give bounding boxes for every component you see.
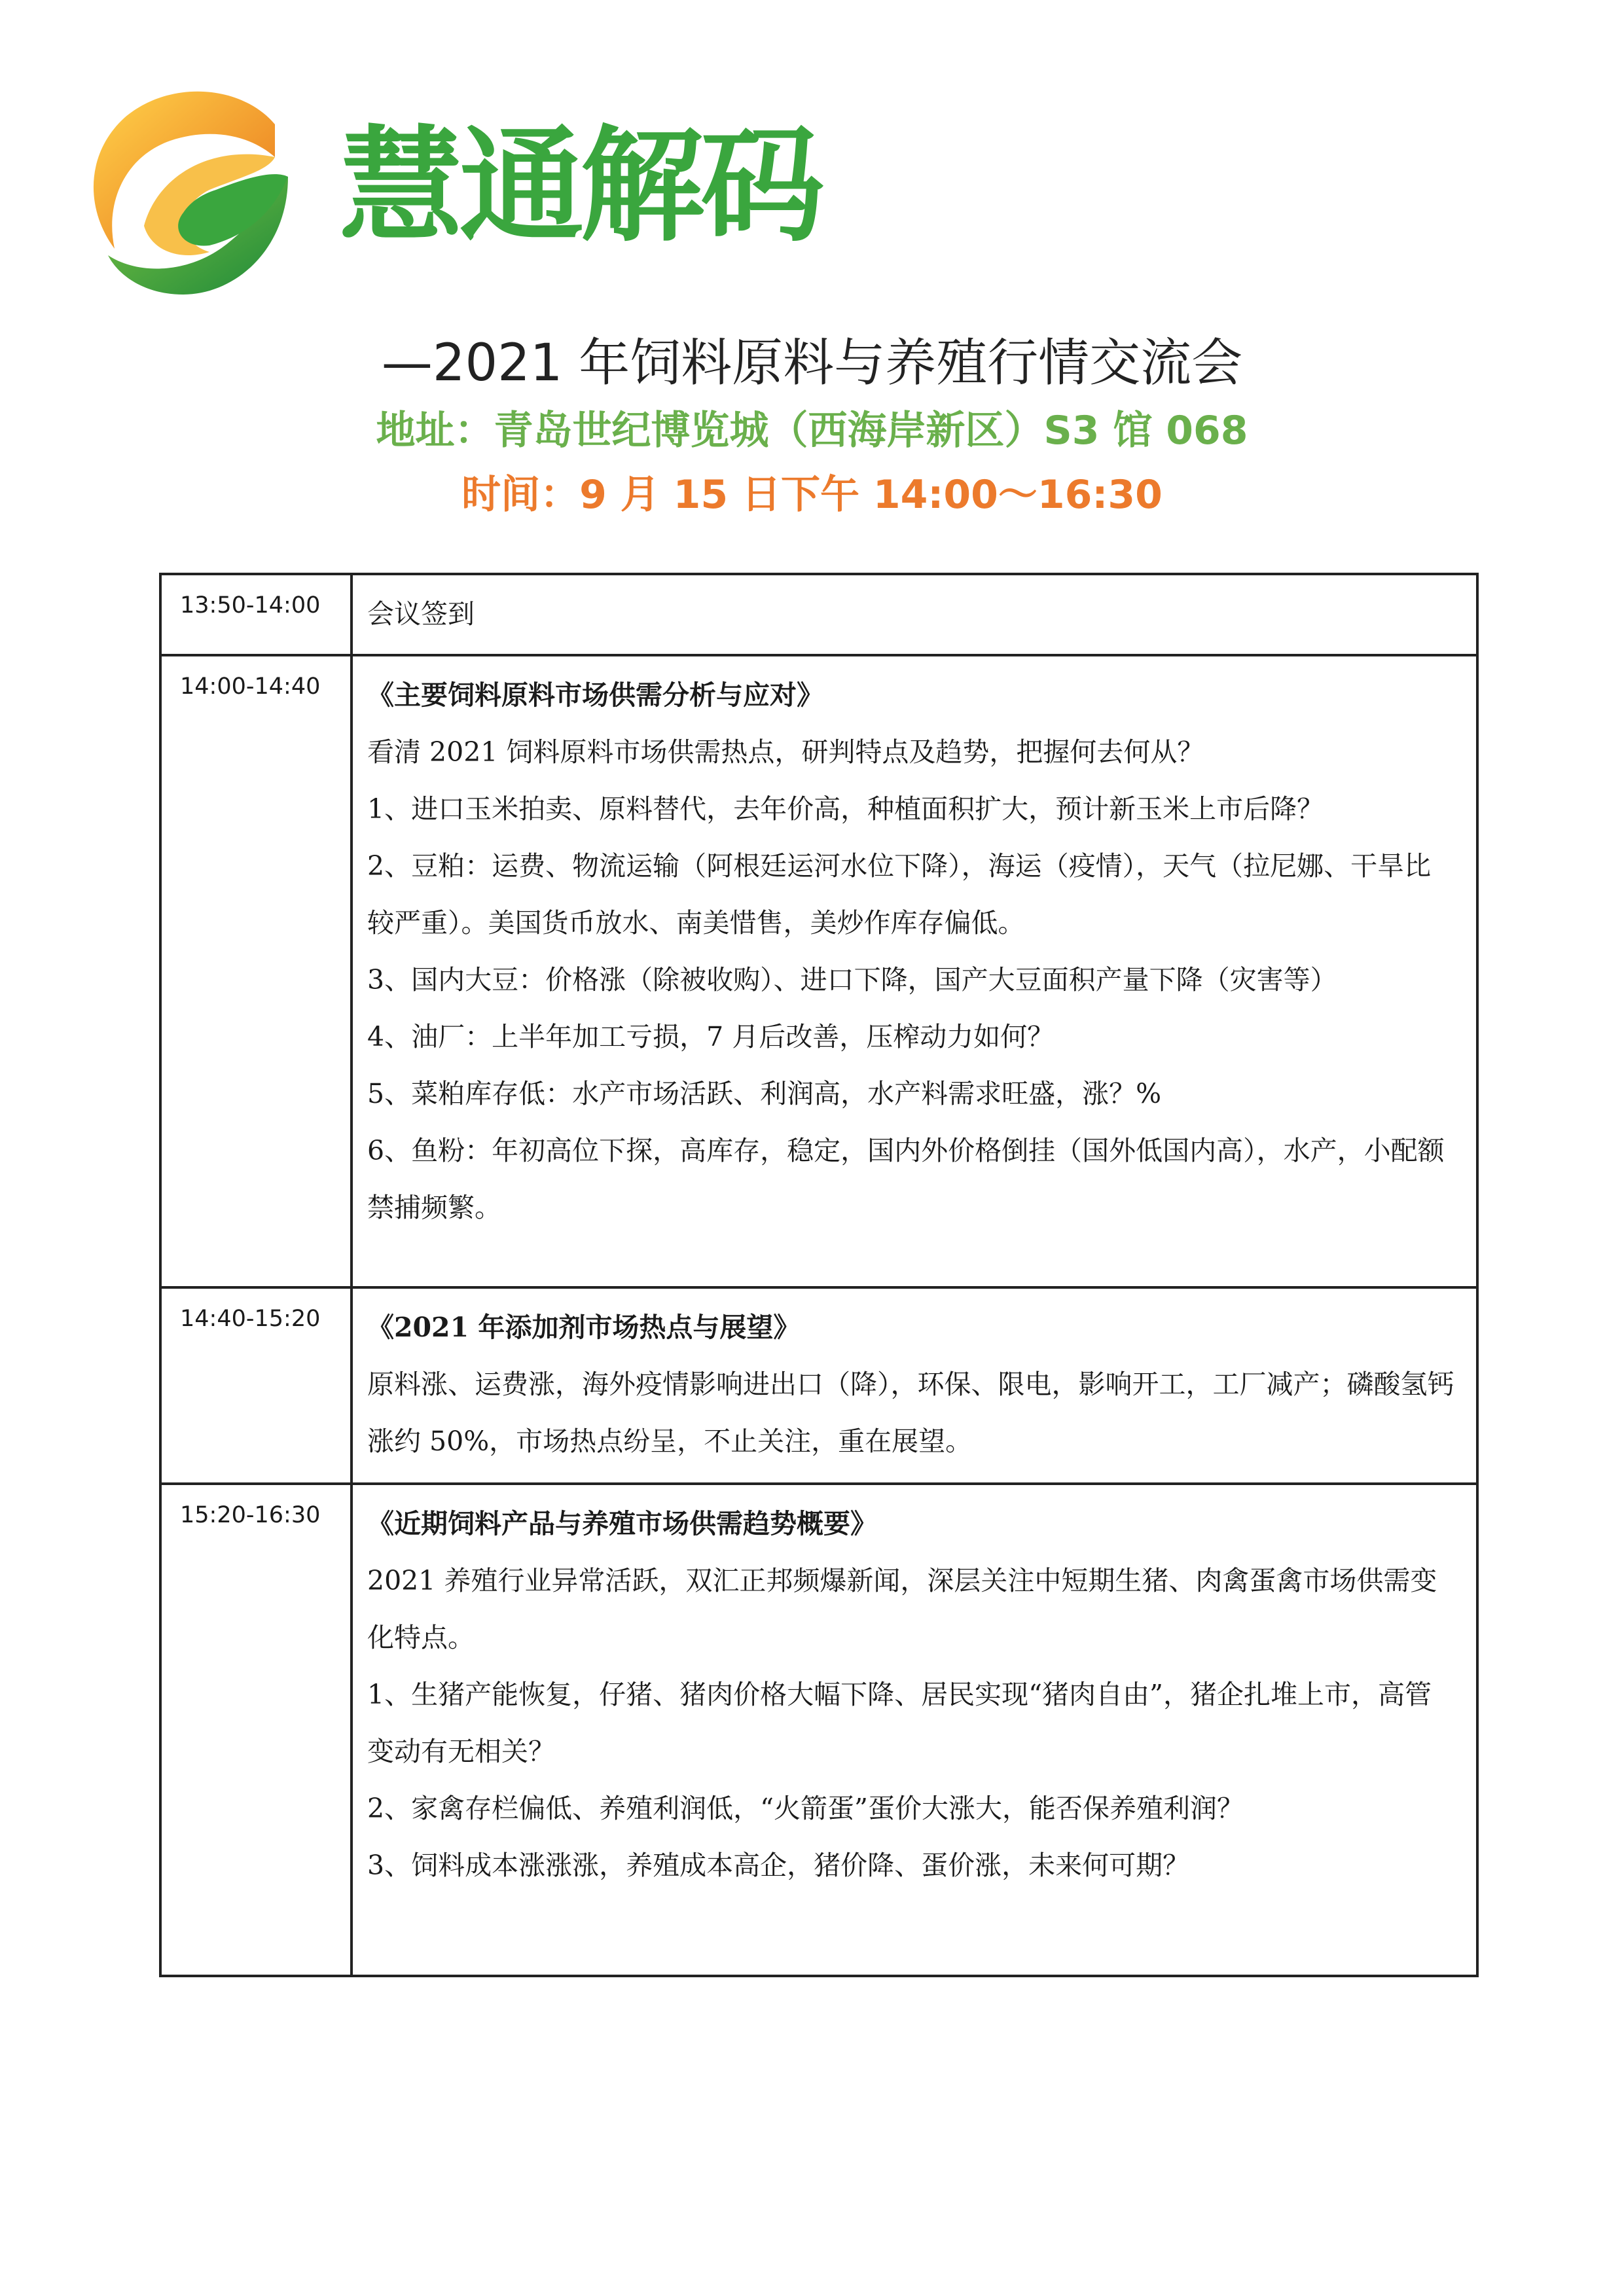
agenda-content [352, 1484, 1477, 1976]
logo-text: 慧通解码 [339, 114, 821, 259]
agenda-line: 会议签到 [367, 598, 475, 630]
agenda-table [159, 573, 1479, 1977]
time-slot: 15:20-16:30 [160, 1484, 352, 1976]
section-title: 《主要饲料原料市场供需分析与应对》 [367, 679, 823, 711]
agenda-content [352, 574, 1477, 655]
section-title: 《近期饲料产品与养殖市场供需趋势概要》 [367, 1508, 877, 1539]
time-slot: 14:40-15:20 [160, 1287, 352, 1484]
page-title: —2021 年饲料原料与养殖行情交流会 [381, 334, 1243, 393]
table-row [160, 574, 1477, 655]
agenda-line: 3、国内大豆：价格涨（除被收购）、进口下降，国产大豆面积产量下降（灾害等） [367, 964, 1337, 996]
address: 地址：青岛世纪博览城（西海岸新区）S3 馆 068 [376, 408, 1248, 454]
agenda-line: 6、鱼粉：年初高位下探，高库存，稳定，国内外价格倒挂（国外低国内高），水产，小配额禁捕频繁。 [367, 1135, 1445, 1223]
logo [79, 79, 821, 314]
header [0, 327, 1624, 528]
table-row [160, 1287, 1477, 1484]
time-slot: 13:50-14:00 [160, 574, 352, 655]
leaf-logo-icon [79, 79, 301, 301]
agenda-line: 1、生猪产能恢复，仔猪、猪肉价格大幅下降、居民实现“猪肉自由”，猪企扎堆上市，高管变动有无相关？ [367, 1679, 1432, 1767]
agenda-line: 4、油厂：上半年加工亏损，7 月后改善，压榨动力如何？ [367, 1021, 1055, 1052]
agenda-line: 2、豆粕：运费、物流运输（阿根廷运河水位下降），海运（疫情），天气（拉尼娜、干旱比较严重）。美国货币放水、南美惜售，美炒作库存偏低。 [367, 850, 1432, 939]
time-slot: 14:00-14:40 [160, 655, 352, 1287]
agenda-line: 5、菜粕库存低：水产市场活跃、利润高，水产料需求旺盛，涨？% [367, 1078, 1162, 1109]
table-row [160, 1484, 1477, 1976]
agenda-line: 原料涨、运费涨，海外疫情影响进出口（降），环保、限电，影响开工，工厂减产；磷酸氢钙涨约 50%，市场热点纷呈，不止关注，重在展望。 [367, 1369, 1454, 1457]
agenda-line: 2021 养殖行业异常活跃，双汇正邦频爆新闻，深层关注中短期生猪、肉禽蛋禽市场供需变化特点。 [367, 1565, 1437, 1653]
table-row [160, 655, 1477, 1287]
agenda-content [352, 655, 1477, 1287]
agenda-line: 2、家禽存栏偏低、养殖利润低，“火箭蛋”蛋价大涨大，能否保养殖利润？ [367, 1793, 1244, 1824]
event-time: 时间：9 月 15 日下午 14:00～16:30 [461, 472, 1163, 518]
agenda-line: 看清 2021 饲料原料市场供需热点，研判特点及趋势，把握何去何从？ [367, 736, 1204, 768]
agenda-line: 3、饲料成本涨涨涨，养殖成本高企，猪价降、蛋价涨，未来何可期？ [367, 1850, 1190, 1881]
agenda-line: 1、进口玉米拍卖、原料替代，去年价高，种植面积扩大，预计新玉米上市后降？ [367, 793, 1324, 825]
agenda-content [352, 1287, 1477, 1484]
section-title: 《2021 年添加剂市场热点与展望》 [367, 1312, 801, 1343]
